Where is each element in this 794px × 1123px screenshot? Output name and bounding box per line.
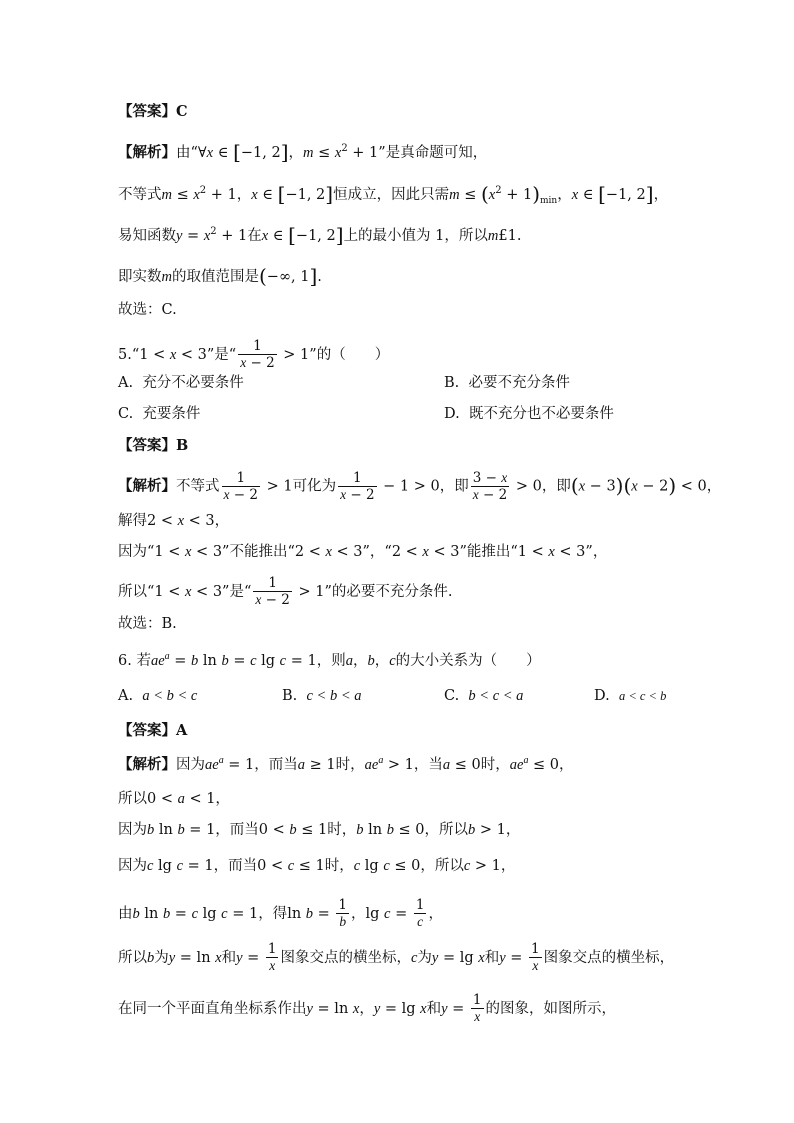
q6-analysis-line-6: 所以b为y = ln x和y = $\frac{1}{x}$ 图象交点的横坐标，c为y = lg x和y = $\frac{1}{x}$ 图象交点的横坐标，: [118, 941, 675, 973]
q5-answer: 【答案】B: [118, 437, 189, 454]
q4-analysis-line-3: 易知函数$y = x^2 + 1$在x ∈ [−1, 2]上的最小值为 1，所以m£1.: [118, 223, 522, 247]
q5-option-d[interactable]: D. 既不充分也不必要条件: [444, 406, 614, 422]
q5-analysis-line-3: 因为“1 < x < 3”不能推出“2 < x < 3”，“2 < x < 3”能推出“1 < x < 3”，: [118, 544, 608, 560]
q4-analysis-line-2: 不等式$m \le x^2 + 1$，x ∈ [−1, 2]恒成立，因此只需$m \le (x^2 + 1)_{min}$，x ∈ [−1, 2]，: [118, 182, 669, 206]
q4-choose: 故选：C.: [118, 302, 177, 318]
q6-answer: 【答案】A: [118, 722, 188, 739]
q6-option-a[interactable]: A. a < b < c: [118, 688, 198, 704]
q4-analysis-line-4: 即实数m的取值范围是(−∞, 1].: [118, 264, 322, 288]
q6-option-d[interactable]: D. a < c < b: [594, 688, 667, 704]
q4-answer: 【答案】C: [118, 103, 188, 120]
q6-analysis-line-4: 因为c lg c = 1，而当0 < c ≤ 1时，c lg c ≤ 0，所以c > 1，: [118, 858, 516, 874]
q5-analysis-line-2: 解得2 < x < 3，: [118, 513, 230, 529]
q6-analysis-line-3: 因为b ln b = 1，而当0 < b ≤ 1时，b ln b ≤ 0，所以b > 1，: [118, 822, 521, 838]
q5-option-c[interactable]: C. 充要条件: [118, 406, 201, 422]
q5-stem: 5.“1 < x < 3”是“ $\frac{1}{x - 2}$ > 1”的（ ）: [118, 338, 390, 371]
q5-option-b[interactable]: B. 必要不充分条件: [444, 375, 570, 391]
q5-choose: 故选：B.: [118, 616, 177, 632]
q4-analysis-line-1: 【解析】由“∀x ∈ [−1, 2]，$m \le x^2 + 1$”是真命题可知，: [118, 140, 488, 164]
q5-option-a[interactable]: A. 充分不必要条件: [118, 375, 244, 391]
q6-option-b[interactable]: B. c < b < a: [282, 688, 362, 704]
q6-analysis-line-5: 由b ln b = c lg c = 1，得ln b = $\frac{1}{b}$ ，lg c = $\frac{1}{c}$ ，: [118, 897, 443, 929]
q6-analysis-line-1: 【解析】因为$ae^a = 1$，而当a ≥ 1时，$ae^a > 1$，当a ≤ 0时，$ae^a \le 0$，: [118, 755, 574, 773]
q6-analysis-line-2: 所以0 < a < 1，: [118, 791, 230, 807]
q6-option-c[interactable]: C. b < c < a: [444, 688, 524, 704]
q6-stem: 6. 若$ae^a = b$ ln b = c lg c = 1，则a，b，c的大小关系为（ ）: [118, 651, 541, 669]
q5-analysis-line-1: 【解析】不等式 $\frac{1}{x - 2}$ > 1可化为 $\frac{1}{x - 2}$ − 1 > 0，即 $\frac{3 - x}{x - 2}$ > 0，即(x − 3)(x − 2) < 0，: [118, 469, 722, 503]
q5-analysis-line-4: 所以“1 < x < 3”是“ $\frac{1}{x - 2}$ > 1”的必要不充分条件.: [118, 575, 453, 608]
q6-analysis-line-7: 在同一个平面直角坐标系作出y = ln x，y = lg x和y = $\frac{1}{x}$ 的图象，如图所示，: [118, 992, 617, 1024]
